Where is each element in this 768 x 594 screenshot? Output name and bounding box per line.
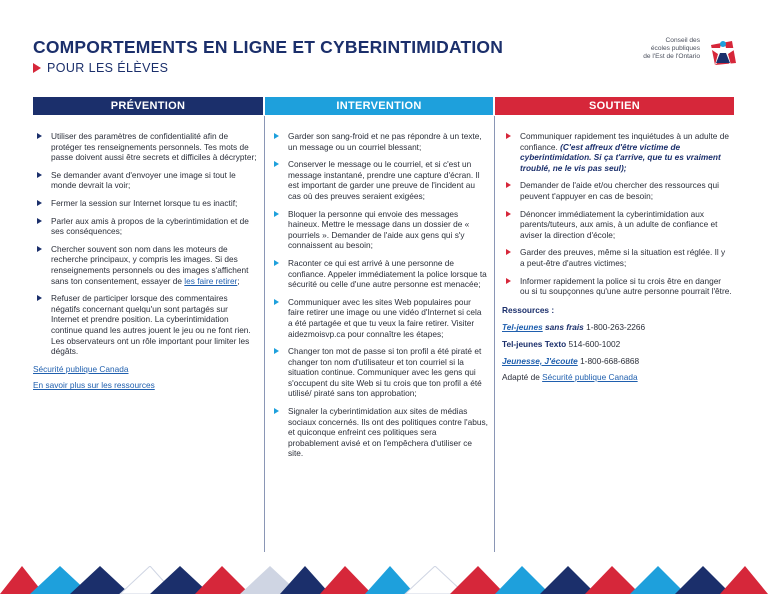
logo-star-icon (706, 35, 740, 69)
bullet-icon (274, 299, 279, 305)
public-safety-link[interactable]: Sécurité publique Canada (33, 363, 129, 374)
soutien-column (502, 131, 732, 389)
jeunesse-jecoute-link[interactable]: Jeunesse, J'écoute (502, 355, 578, 366)
list-item: Conserver le message ou le courriel, et si c'est un message instantané, prendre une capture d'écran. Il est important de garder une preuve de l'incident au cas où des preuves seraient exigées; (270, 159, 488, 201)
bullet-icon (506, 211, 511, 217)
triangle-bullet-icon (33, 63, 41, 73)
prevention-column (33, 131, 258, 397)
subtitle-text: POUR LES ÉLÈVES (47, 61, 169, 75)
teljeunes-link[interactable]: Tel-jeunes (502, 322, 543, 333)
bullet-icon (274, 408, 279, 414)
column-divider (494, 116, 495, 552)
heading-prevention: PRÉVENTION (33, 97, 263, 115)
heading-soutien: SOUTIEN (495, 97, 734, 115)
page-title: COMPORTEMENTS EN LIGNE ET CYBERINTIMIDATION (33, 37, 504, 57)
list-item: Dénoncer immédiatement la cyberintimidation aux parents/tuteurs, aux amis, à un adulte de confiance et aviser la direction d'école; (502, 209, 732, 241)
list-item: Signaler la cyberintimidation aux sites de médias sociaux concernés. Ils ont des politiques contre l'abus, et quiconque enfreint ces politiques sera probablement avisé et on l'empêchera d'utiliser ce site. (270, 406, 488, 459)
decorative-footer (0, 566, 768, 594)
bullet-icon (37, 133, 42, 139)
bullet-icon (37, 295, 42, 301)
list-item: Se demander avant d'envoyer une image si tout le monde devrait la voir; (33, 170, 258, 191)
bullet-icon (506, 249, 511, 255)
bullet-icon (274, 161, 279, 167)
list-item: Chercher souvent son nom dans les moteurs de recherche principaux, y compris les images. Si des renseignements personnels ou des images s'affichent sans ton consentement, essayer de les faire retirer; (33, 244, 258, 286)
bullet-icon (37, 218, 42, 224)
logo-text: Conseil des écoles publiques de l'Est de l'Ontario (643, 37, 700, 60)
list-item: Garder son sang-froid et ne pas répondre à un texte, un message ou un courriel blessant; (270, 131, 488, 152)
adapted-source-link[interactable]: Sécurité publique Canada (542, 372, 638, 383)
bullet-icon (274, 348, 279, 354)
list-item: Raconter ce qui est arrivé à une personne de confiance. Appeler immédiatement la police lorsque ta sécurité ou celle d'une autre personne est menacée; (270, 258, 488, 290)
list-item: Refuser de participer lorsque des commentaires négatifs concernant quelqu'un sont partagés sur Internet et prendre position. La cyberintimidation continue quand les autres jouent le jeu ou ne font rien. Les observateurs ont un rôle important pour limiter les dégâts. (33, 293, 258, 357)
bullet-icon (506, 182, 511, 188)
resources-title: Ressources : (502, 304, 555, 315)
bullet-icon (506, 278, 511, 284)
bullet-icon (506, 133, 511, 139)
bullet-icon (274, 260, 279, 266)
bullet-icon (37, 246, 42, 252)
resources-link[interactable]: En savoir plus sur les ressources (33, 380, 155, 391)
list-item: Parler aux amis à propos de la cyberintimidation et de ses conséquences; (33, 216, 258, 237)
list-item: Communiquer rapidement tes inquiétudes à un adulte de confiance. (C'est affreux d'être victime de cyberintimidation. Si ça t'arrive, que tu es vraiment troublé, ne le vis pas seul); (502, 131, 732, 173)
list-item: Communiquer avec les sites Web populaires pour faire retirer une image ou une vidéo d'Internet si cela a été partagée et que tu veux la faire retirer. Visiter aidezmoisvp.ca pour connaître les étapes; (270, 297, 488, 339)
list-item: Utiliser des paramètres de confidentialité afin de protéger tes renseignements personnels. Tes mots de passe doivent aussi être secrets et difficiles à décrypter; (33, 131, 258, 163)
list-item: Fermer la session sur Internet lorsque tu es inactif; (33, 198, 258, 209)
board-logo (643, 37, 740, 71)
column-divider (264, 116, 265, 552)
list-item: Changer ton mot de passe si ton profil a été piraté et changer ton nom d'utilisateur et ton courriel si la situation continue. Communiquer avec les gens qui s'occupent du site Web si tu crois que ton profil a été utilisé/ piraté sans ton approbation; (270, 346, 488, 399)
bullet-icon (37, 172, 42, 178)
list-item: Bloquer la personne qui envoie des messages haineux. Mettre le message dans un dossier de « pourriels ». Demander de l'aide aux gens qui s'y connaissent au besoin; (270, 209, 488, 251)
bullet-icon (37, 200, 42, 206)
remove-content-link[interactable]: les faire retirer (184, 275, 238, 286)
resource-teljeunes-texto: Tel-jeunes Texto 514-600-1002 (502, 338, 621, 349)
list-item: Demander de l'aide et/ou chercher des ressources qui peuvent t'appuyer en cas de besoin; (502, 180, 732, 201)
resource-jeunesse-jecoute: Jeunesse, J'écoute 1-800-668-6868 (502, 355, 640, 366)
list-item: Garder des preuves, même si la situation est réglée. Il y a peut-être d'autres victimes; (502, 247, 732, 268)
page-subtitle (33, 61, 168, 75)
bullet-icon (274, 211, 279, 217)
heading-intervention: INTERVENTION (265, 97, 493, 115)
bullet-icon (274, 133, 279, 139)
intervention-column (270, 131, 488, 466)
list-item: Informer rapidement la police si tu crois être en danger ou si tu soupçonnes qu'une autre personne pourrait l'être. (502, 276, 732, 297)
resource-teljeunes: Tel-jeunes sans frais 1-800-263-2266 (502, 322, 646, 333)
resource-adapted: Adapté de Sécurité publique Canada (502, 372, 638, 383)
